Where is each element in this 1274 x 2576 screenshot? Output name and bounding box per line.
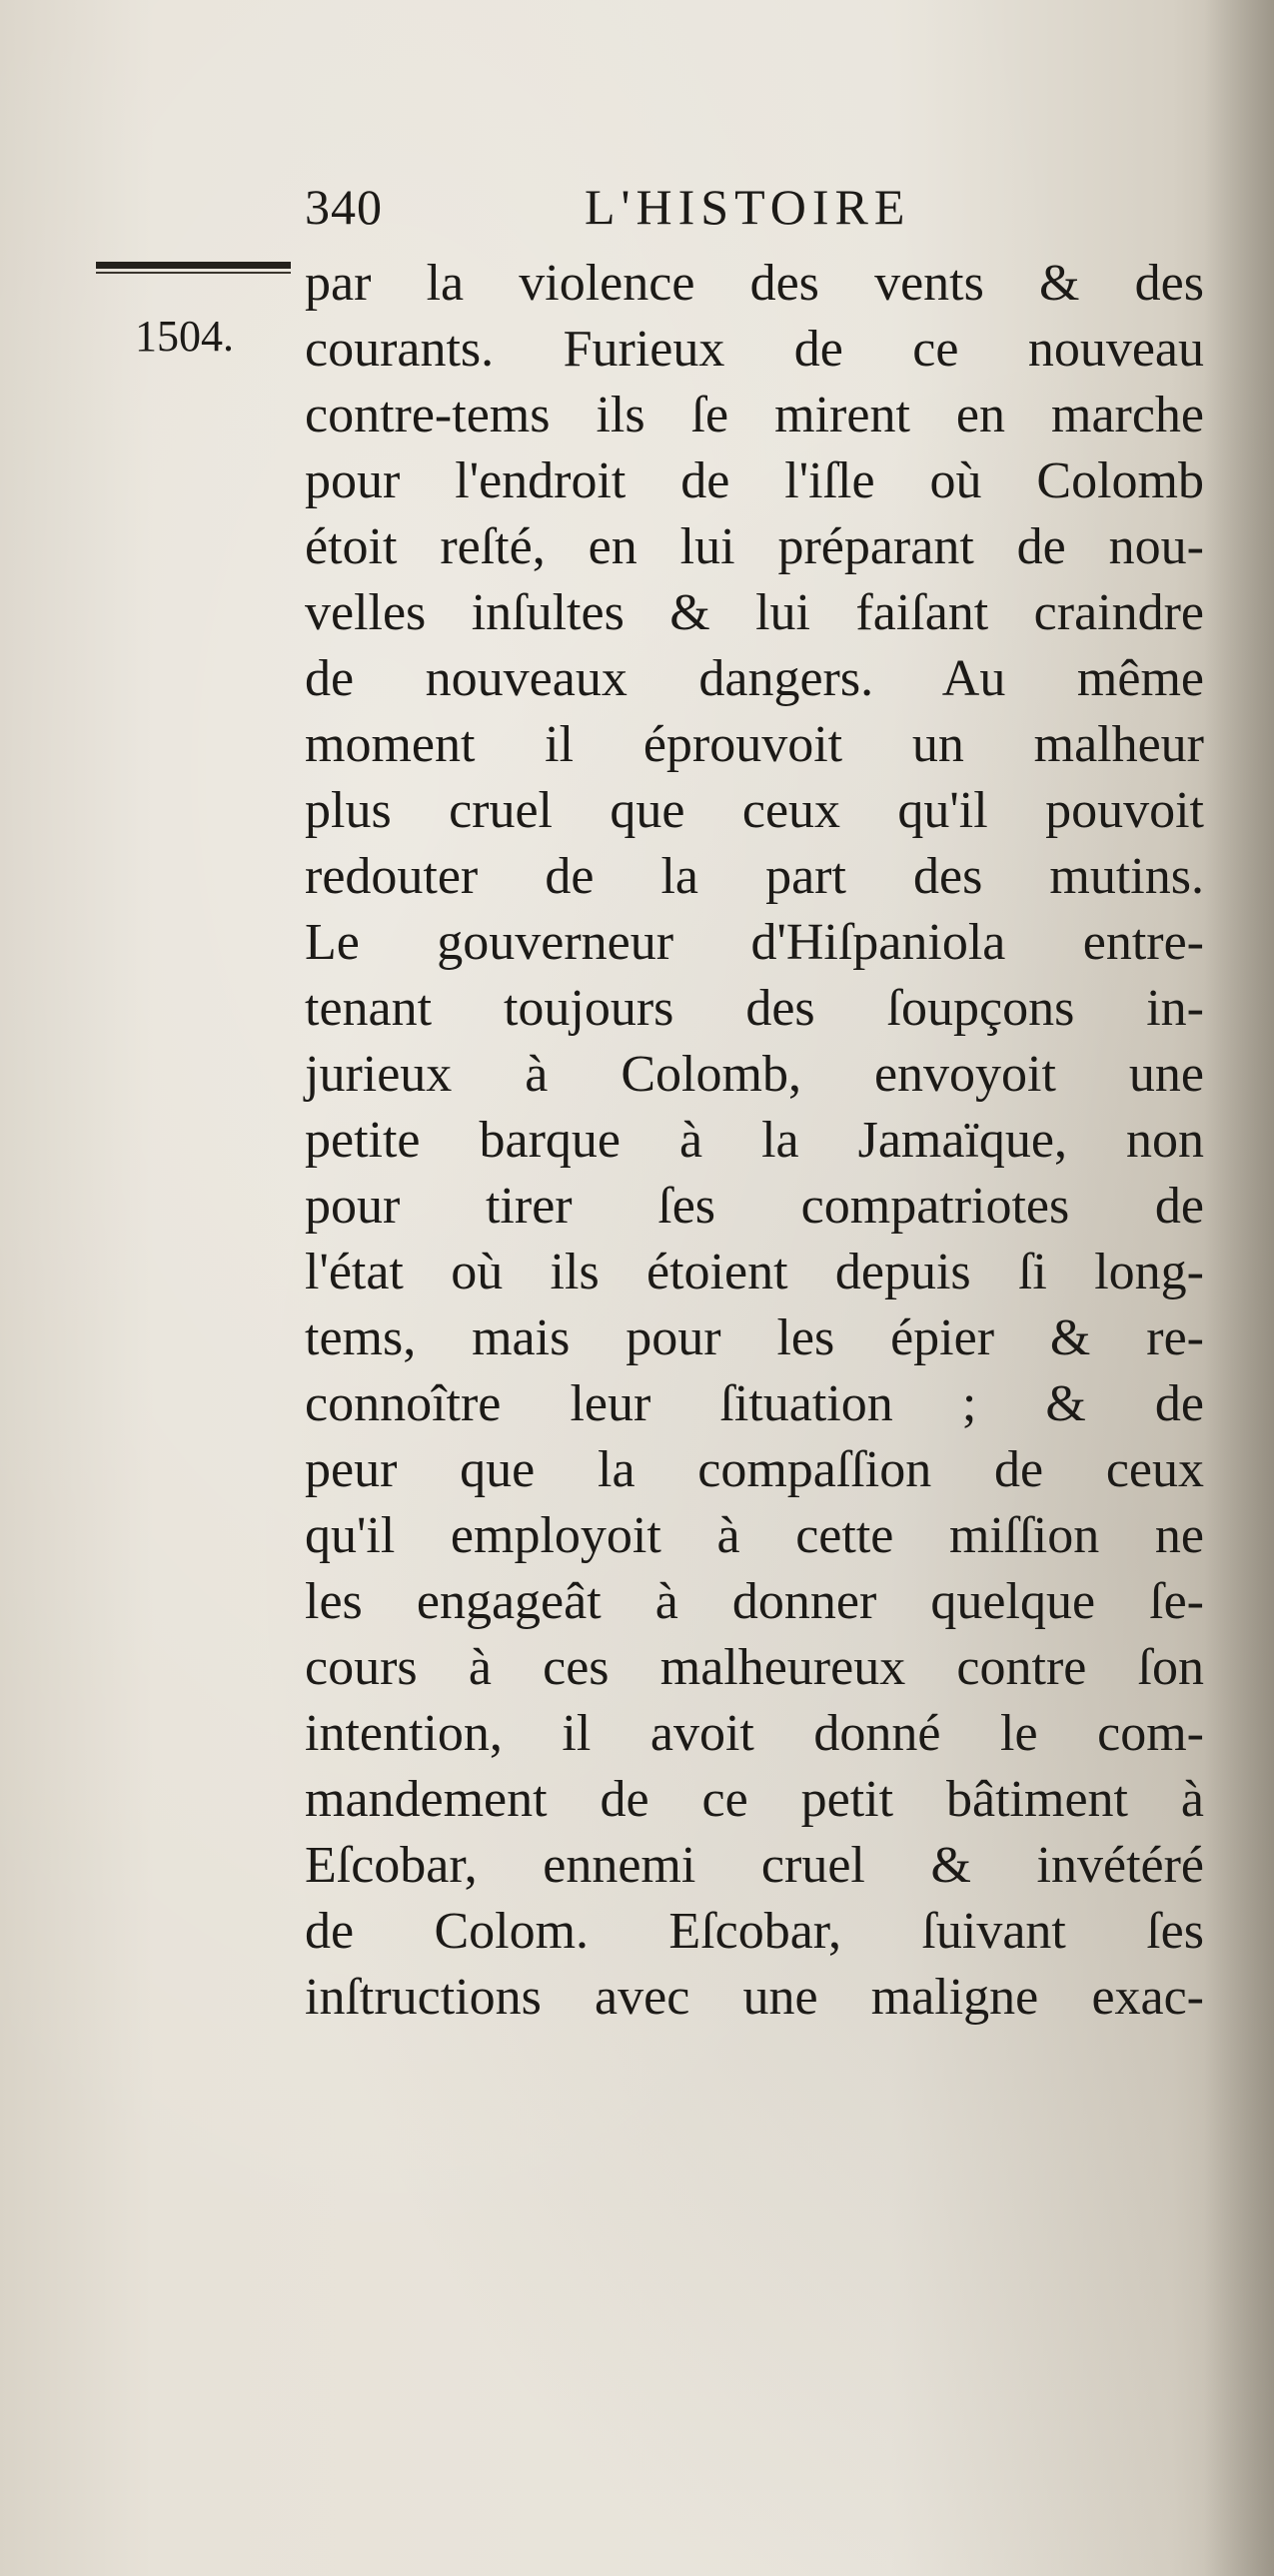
text-line: de nouveaux dangers. Au même xyxy=(305,650,1204,707)
margin-rule xyxy=(96,262,291,274)
text-line: tems, mais pour les épier & re- xyxy=(305,1309,1204,1366)
page-number: 340 xyxy=(305,179,383,235)
running-head: L'HISTOIRE xyxy=(585,179,911,235)
text-line: plus cruel que ceux qu'il pouvoit xyxy=(305,782,1204,839)
text-line: l'état où ils étoient depuis ſi long- xyxy=(305,1244,1204,1300)
text-line: les engageât à donner quelque ſe- xyxy=(305,1573,1204,1630)
text-line: par la violence des vents & des xyxy=(305,255,1204,312)
text-line: pour l'endroit de l'iſle où Colomb xyxy=(305,452,1204,509)
text-line: tenant toujours des ſoupçons in- xyxy=(305,980,1204,1037)
text-line: intention, il avoit donné le com- xyxy=(305,1705,1204,1762)
text-line: inſtructions avec une maligne exac- xyxy=(305,1969,1204,2026)
margin-year: 1504. xyxy=(135,312,234,361)
text-line: pour tirer ſes compatriotes de xyxy=(305,1178,1204,1235)
text-line: connoître leur ſituation ; & de xyxy=(305,1375,1204,1432)
text-line: étoit reſté, en lui préparant de nou- xyxy=(305,518,1204,575)
text-line: de Colom. Eſcobar, ſuivant ſes xyxy=(305,1903,1204,1960)
text-line: jurieux à Colomb, envoyoit une xyxy=(305,1046,1204,1103)
text-line: moment il éprouvoit un malheur xyxy=(305,716,1204,773)
text-line: redouter de la part des mutins. xyxy=(305,848,1204,905)
page-header xyxy=(305,172,1184,242)
text-line: qu'il employoit à cette miſſion ne xyxy=(305,1507,1204,1564)
text-line: mandement de ce petit bâtiment à xyxy=(305,1771,1204,1828)
text-line: contre-tems ils ſe mirent en marche xyxy=(305,387,1204,443)
text-line: velles inſultes & lui faiſant craindre xyxy=(305,584,1204,641)
text-line: courants. Furieux de ce nouveau xyxy=(305,321,1204,378)
text-line: peur que la compaſſion de ceux xyxy=(305,1441,1204,1498)
text-line: cours à ces malheureux contre ſon xyxy=(305,1639,1204,1696)
body-text xyxy=(305,251,1264,2031)
text-line: Eſcobar, ennemi cruel & invétéré xyxy=(305,1837,1204,1894)
text-line: Le gouverneur d'Hiſpaniola entre- xyxy=(305,914,1204,971)
text-line: petite barque à la Jamaïque, non xyxy=(305,1112,1204,1169)
